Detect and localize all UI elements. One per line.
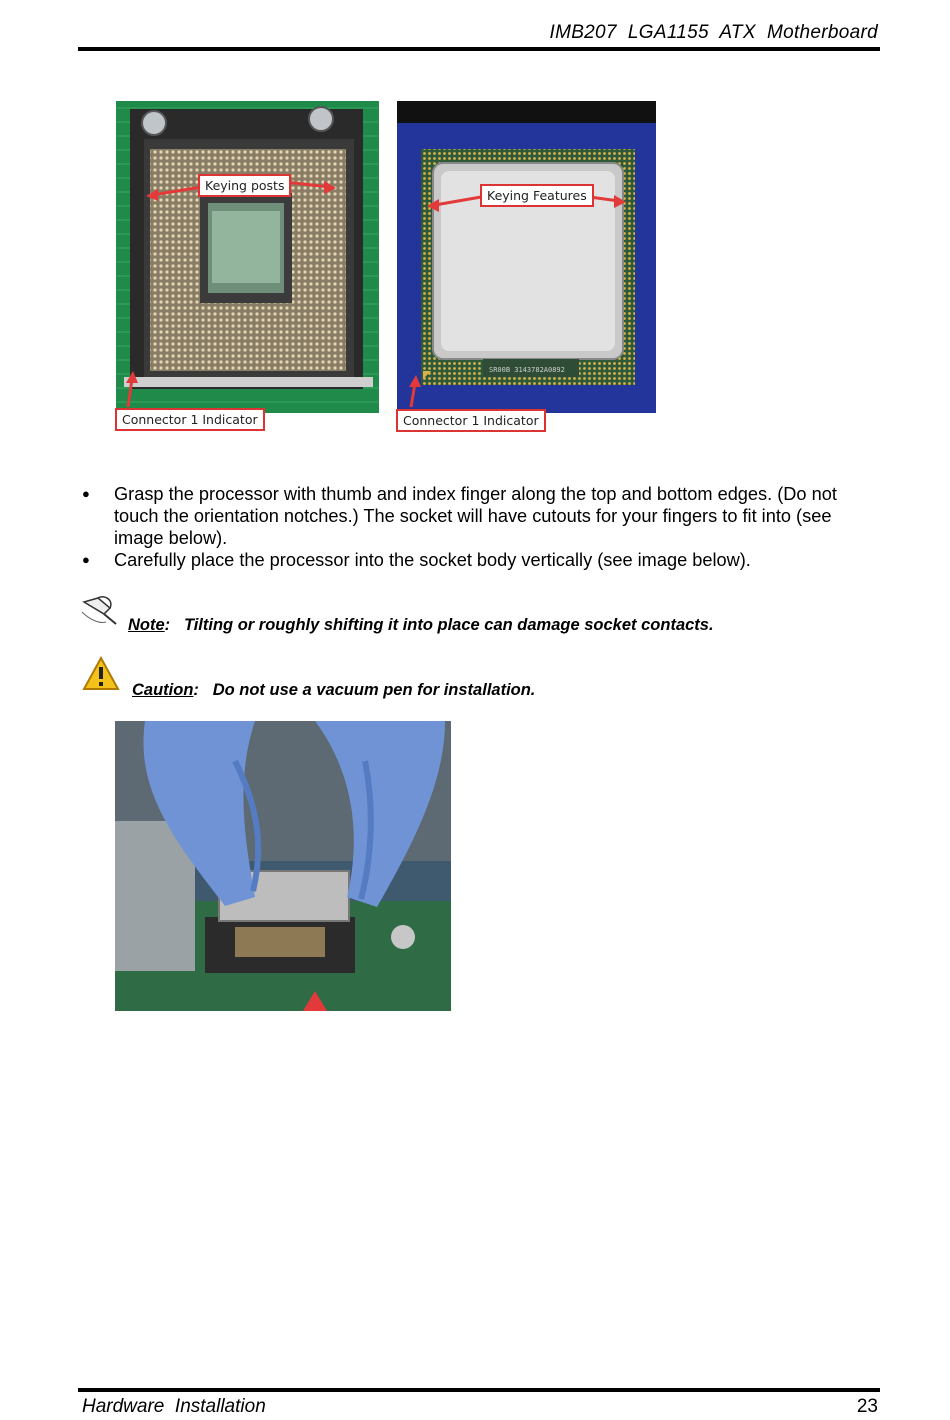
note-message: Tilting or roughly shifting it into place can damage socket contacts.	[183, 616, 714, 634]
footer-section-title: Hardware Installation	[82, 1396, 266, 1417]
installation-illustration	[115, 721, 451, 1011]
processor-chip-marking: SR00B 3143782A0892	[489, 366, 565, 374]
processor-photo	[397, 101, 656, 413]
socket-connector-callout: Connector 1 Indicator	[115, 408, 265, 431]
header-title: IMB207 LGA1155 ATX Motherboard	[549, 22, 878, 43]
list-item	[80, 549, 880, 571]
processor-connector-callout: Connector 1 Indicator	[396, 409, 546, 432]
header-rule	[78, 47, 880, 51]
bullet-text: Grasp the processor with thumb and index finger along the top and bottom edges. (Do not touch the orientation notches.) The socket will have cutouts for your fingers to fit into (see image below).	[114, 484, 837, 548]
caution-text: Caution: Do not use a vacuum pen for installation.	[132, 681, 536, 699]
caution-label: Caution	[132, 681, 194, 699]
keying-posts-callout: Keying posts	[198, 174, 291, 197]
note-label: Note	[128, 616, 165, 634]
footer-rule	[78, 1388, 880, 1392]
socket-photo	[116, 101, 379, 413]
instruction-list	[80, 483, 880, 571]
installation-photo	[115, 721, 451, 1011]
warning-icon	[82, 656, 120, 692]
bullet-icon: ●	[82, 552, 90, 567]
processor-illustration	[397, 101, 656, 413]
bullet-icon: ●	[82, 486, 90, 501]
socket-illustration	[116, 101, 379, 413]
keying-features-callout: Keying Features	[480, 184, 594, 207]
caution-message: Do not use a vacuum pen for installation.	[212, 681, 536, 699]
note-pin-icon	[80, 594, 120, 628]
bullet-text: Carefully place the processor into the socket body vertically (see image below).	[114, 550, 751, 570]
note-text: Note: Tilting or roughly shifting it into place can damage socket contacts.	[128, 616, 714, 634]
page-number: 23	[856, 1396, 878, 1417]
list-item	[80, 483, 880, 549]
